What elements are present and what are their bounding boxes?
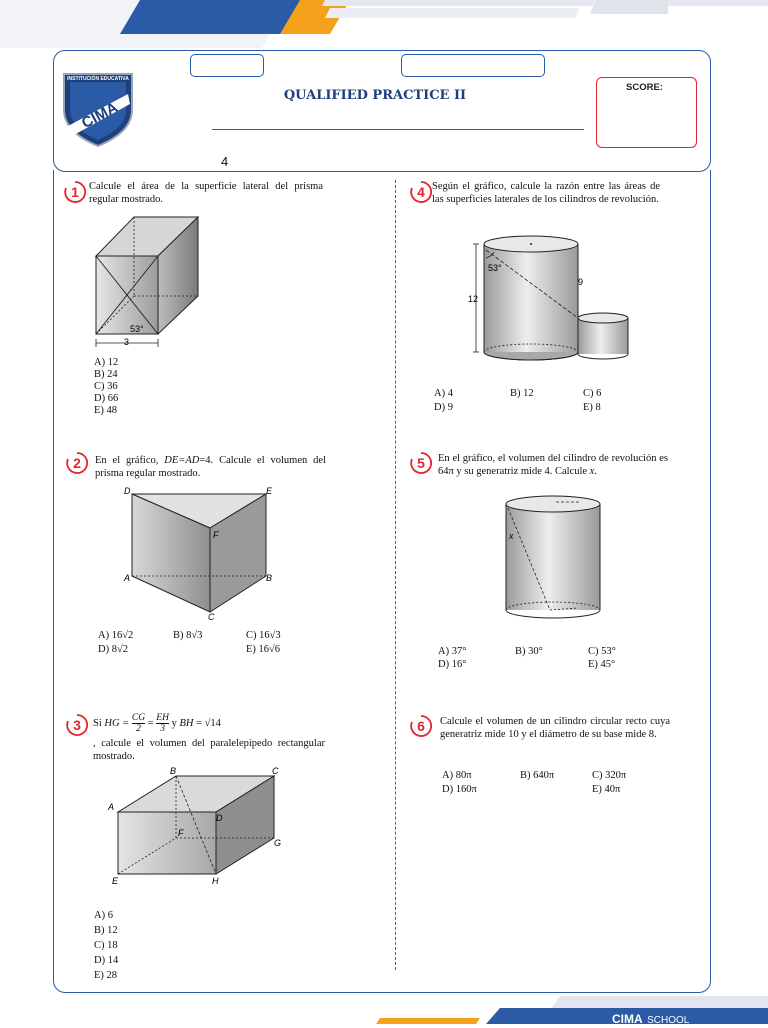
top-banner — [0, 0, 768, 50]
question-6-number: 6 — [410, 715, 432, 737]
q3-label-C: C — [272, 766, 279, 776]
option[interactable]: A) 37° — [438, 646, 467, 657]
q4-angle-label: 53° — [488, 263, 502, 273]
question-5-number: 5 — [410, 452, 432, 474]
option[interactable]: A) 80π — [442, 770, 472, 781]
page-number: 4 — [221, 154, 229, 169]
logo-text: CIMA — [78, 99, 121, 133]
question-4-text: Según el gráfico, calcule la razón entre las áreas de las superficies laterales de los cilindros de revolución. — [432, 181, 660, 205]
question-6-text: Calcule el volumen de un cilindro circular recto cuya generatriz mide 10 y el diámetro de su base mide 8. — [440, 716, 670, 740]
q5-x-label: x — [509, 531, 514, 541]
page-title: QUALIFIED PRACTICE II — [283, 88, 467, 103]
q1-side-label: 3 — [124, 337, 130, 347]
q3-label-E: E — [112, 876, 119, 886]
option[interactable]: B) 12 — [94, 925, 118, 936]
option[interactable]: C) 6 — [583, 388, 602, 399]
q3-label-D: D — [216, 813, 223, 823]
question-3-options — [94, 908, 118, 983]
q4-height-small: 9 — [578, 277, 584, 287]
question-3-figure — [104, 766, 294, 890]
question-1-number: 1 — [64, 181, 86, 203]
option[interactable]: E) 40π — [592, 784, 621, 795]
option[interactable]: B) 640π — [520, 770, 555, 781]
q3-label-G: G — [274, 838, 282, 848]
question-2-figure — [120, 484, 280, 624]
option[interactable]: C) 16√3 — [246, 630, 281, 641]
option[interactable]: A) 6 — [94, 910, 113, 921]
option[interactable]: B) 8√3 — [173, 630, 203, 641]
question-5-figure — [500, 492, 606, 622]
question-1-figure — [86, 212, 206, 352]
option[interactable]: D) 66 — [94, 393, 119, 404]
q3-label-B: B — [170, 766, 177, 776]
q3-label-F: F — [178, 828, 184, 838]
question-3-text: , calcule el volumen del paralelepípedo rectangular mostrado. — [93, 738, 325, 762]
question-1-text: Calcule el área de la superficie lateral del prisma regular mostrado. — [89, 181, 323, 205]
q3-label-H: H — [212, 876, 219, 886]
option[interactable]: E) 16√6 — [246, 644, 281, 655]
q2-label-D: D — [124, 486, 131, 496]
option[interactable]: E) 28 — [94, 970, 118, 981]
option[interactable]: A) 12 — [94, 357, 119, 368]
option[interactable]: C) 18 — [94, 940, 118, 951]
title-underline — [212, 129, 584, 130]
option[interactable]: C) 53° — [588, 646, 616, 657]
footer-brand: CIMA SCHOOL — [612, 1012, 690, 1026]
question-4-number: 4 — [410, 181, 432, 203]
column-divider — [395, 180, 396, 970]
question-2-text: En el gráfico, DE=AD=4. Calcule el volumen del prisma regular mostrado. — [95, 455, 326, 479]
option[interactable]: D) 14 — [94, 955, 119, 966]
option[interactable]: D) 8√2 — [98, 644, 128, 655]
q2-label-E: E — [266, 486, 273, 496]
option[interactable]: C) 320π — [592, 770, 627, 781]
option[interactable]: A) 16√2 — [98, 630, 134, 641]
option[interactable]: E) 48 — [94, 405, 118, 416]
option[interactable]: E) 45° — [588, 659, 616, 670]
question-4-figure — [466, 232, 636, 362]
q2-label-C: C — [208, 612, 215, 622]
option[interactable]: A) 4 — [434, 388, 453, 399]
q2-label-F: F — [213, 530, 219, 540]
name-field[interactable] — [190, 54, 264, 77]
question-5-text: En el gráfico, el volumen del cilindro de revolución es 64π y su generatriz mide 4. Calcule x. — [438, 453, 668, 477]
question-2-number: 2 — [66, 452, 88, 474]
q2-label-A: A — [124, 573, 131, 583]
question-1-options — [94, 357, 118, 417]
logo-top-text: INSTITUCIÓN EDUCATIVA — [67, 76, 129, 82]
option[interactable]: B) 12 — [510, 388, 534, 399]
q1-angle-label: 53° — [130, 324, 144, 334]
option[interactable]: B) 24 — [94, 369, 118, 380]
q3-label-A: A — [108, 802, 115, 812]
section-field[interactable] — [401, 54, 545, 77]
option[interactable]: E) 8 — [583, 402, 601, 413]
school-logo — [60, 70, 136, 150]
question-3-number: 3 — [66, 714, 88, 736]
q4-height-large: 12 — [468, 294, 479, 304]
q2-label-B: B — [266, 573, 273, 583]
option[interactable]: B) 30° — [515, 646, 543, 657]
option[interactable]: C) 36 — [94, 381, 118, 392]
question-3-line1: Si HG = $\frac{CG}{2}$ = $\frac{EH}{3}$ y BH = √14 — [93, 713, 221, 734]
score-label: SCORE: — [626, 82, 663, 93]
option[interactable]: D) 160π — [442, 784, 477, 795]
option[interactable]: D) 9 — [434, 402, 453, 413]
option[interactable]: D) 16° — [438, 659, 467, 670]
